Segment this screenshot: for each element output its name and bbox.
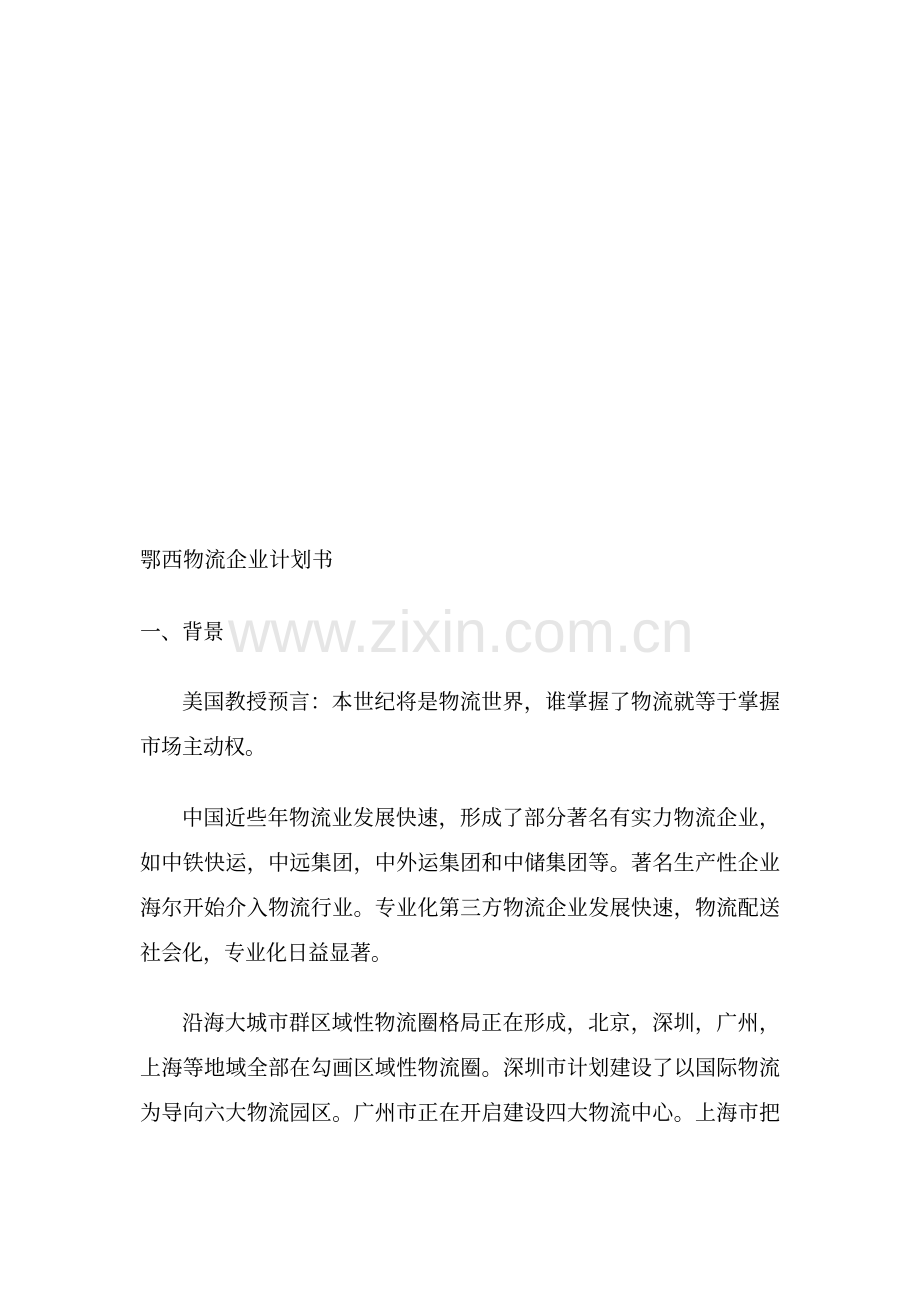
paragraph-line: 海尔开始介入物流行业。专业化第三方物流企业发展快速，物流配送 <box>140 896 780 920</box>
paragraph-line: 为导向六大物流园区。广州市正在开启建设四大物流中心。上海市把 <box>140 1101 780 1125</box>
watermark: www.zixin.com.cn <box>228 599 694 665</box>
paragraph-line: 中国近些年物流业发展快速，形成了部分著名有实力物流企业， <box>182 806 780 830</box>
document-title: 鄂西物流企业计划书 <box>140 548 334 572</box>
paragraph-line: 美国教授预言：本世纪将是物流世界，谁掌握了物流就等于掌握 <box>182 690 780 714</box>
section-heading: 一、背景 <box>140 620 224 644</box>
paragraph-line: 沿海大城市群区域性物流圈格局正在形成，北京，深圳，广州， <box>182 1011 780 1035</box>
paragraph-line: 社会化，专业化日益显著。 <box>140 941 392 965</box>
paragraph-1 <box>140 680 780 770</box>
paragraph-line: 上海等地域全部在勾画区域性物流圈。深圳市计划建设了以国际物流 <box>140 1056 780 1080</box>
paragraph-line: 市场主动权。 <box>140 735 266 759</box>
paragraph-3 <box>140 1001 780 1136</box>
paragraph-line: 如中铁快运，中远集团，中外运集团和中储集团等。著名生产性企业 <box>140 851 780 875</box>
paragraph-2 <box>140 796 780 976</box>
